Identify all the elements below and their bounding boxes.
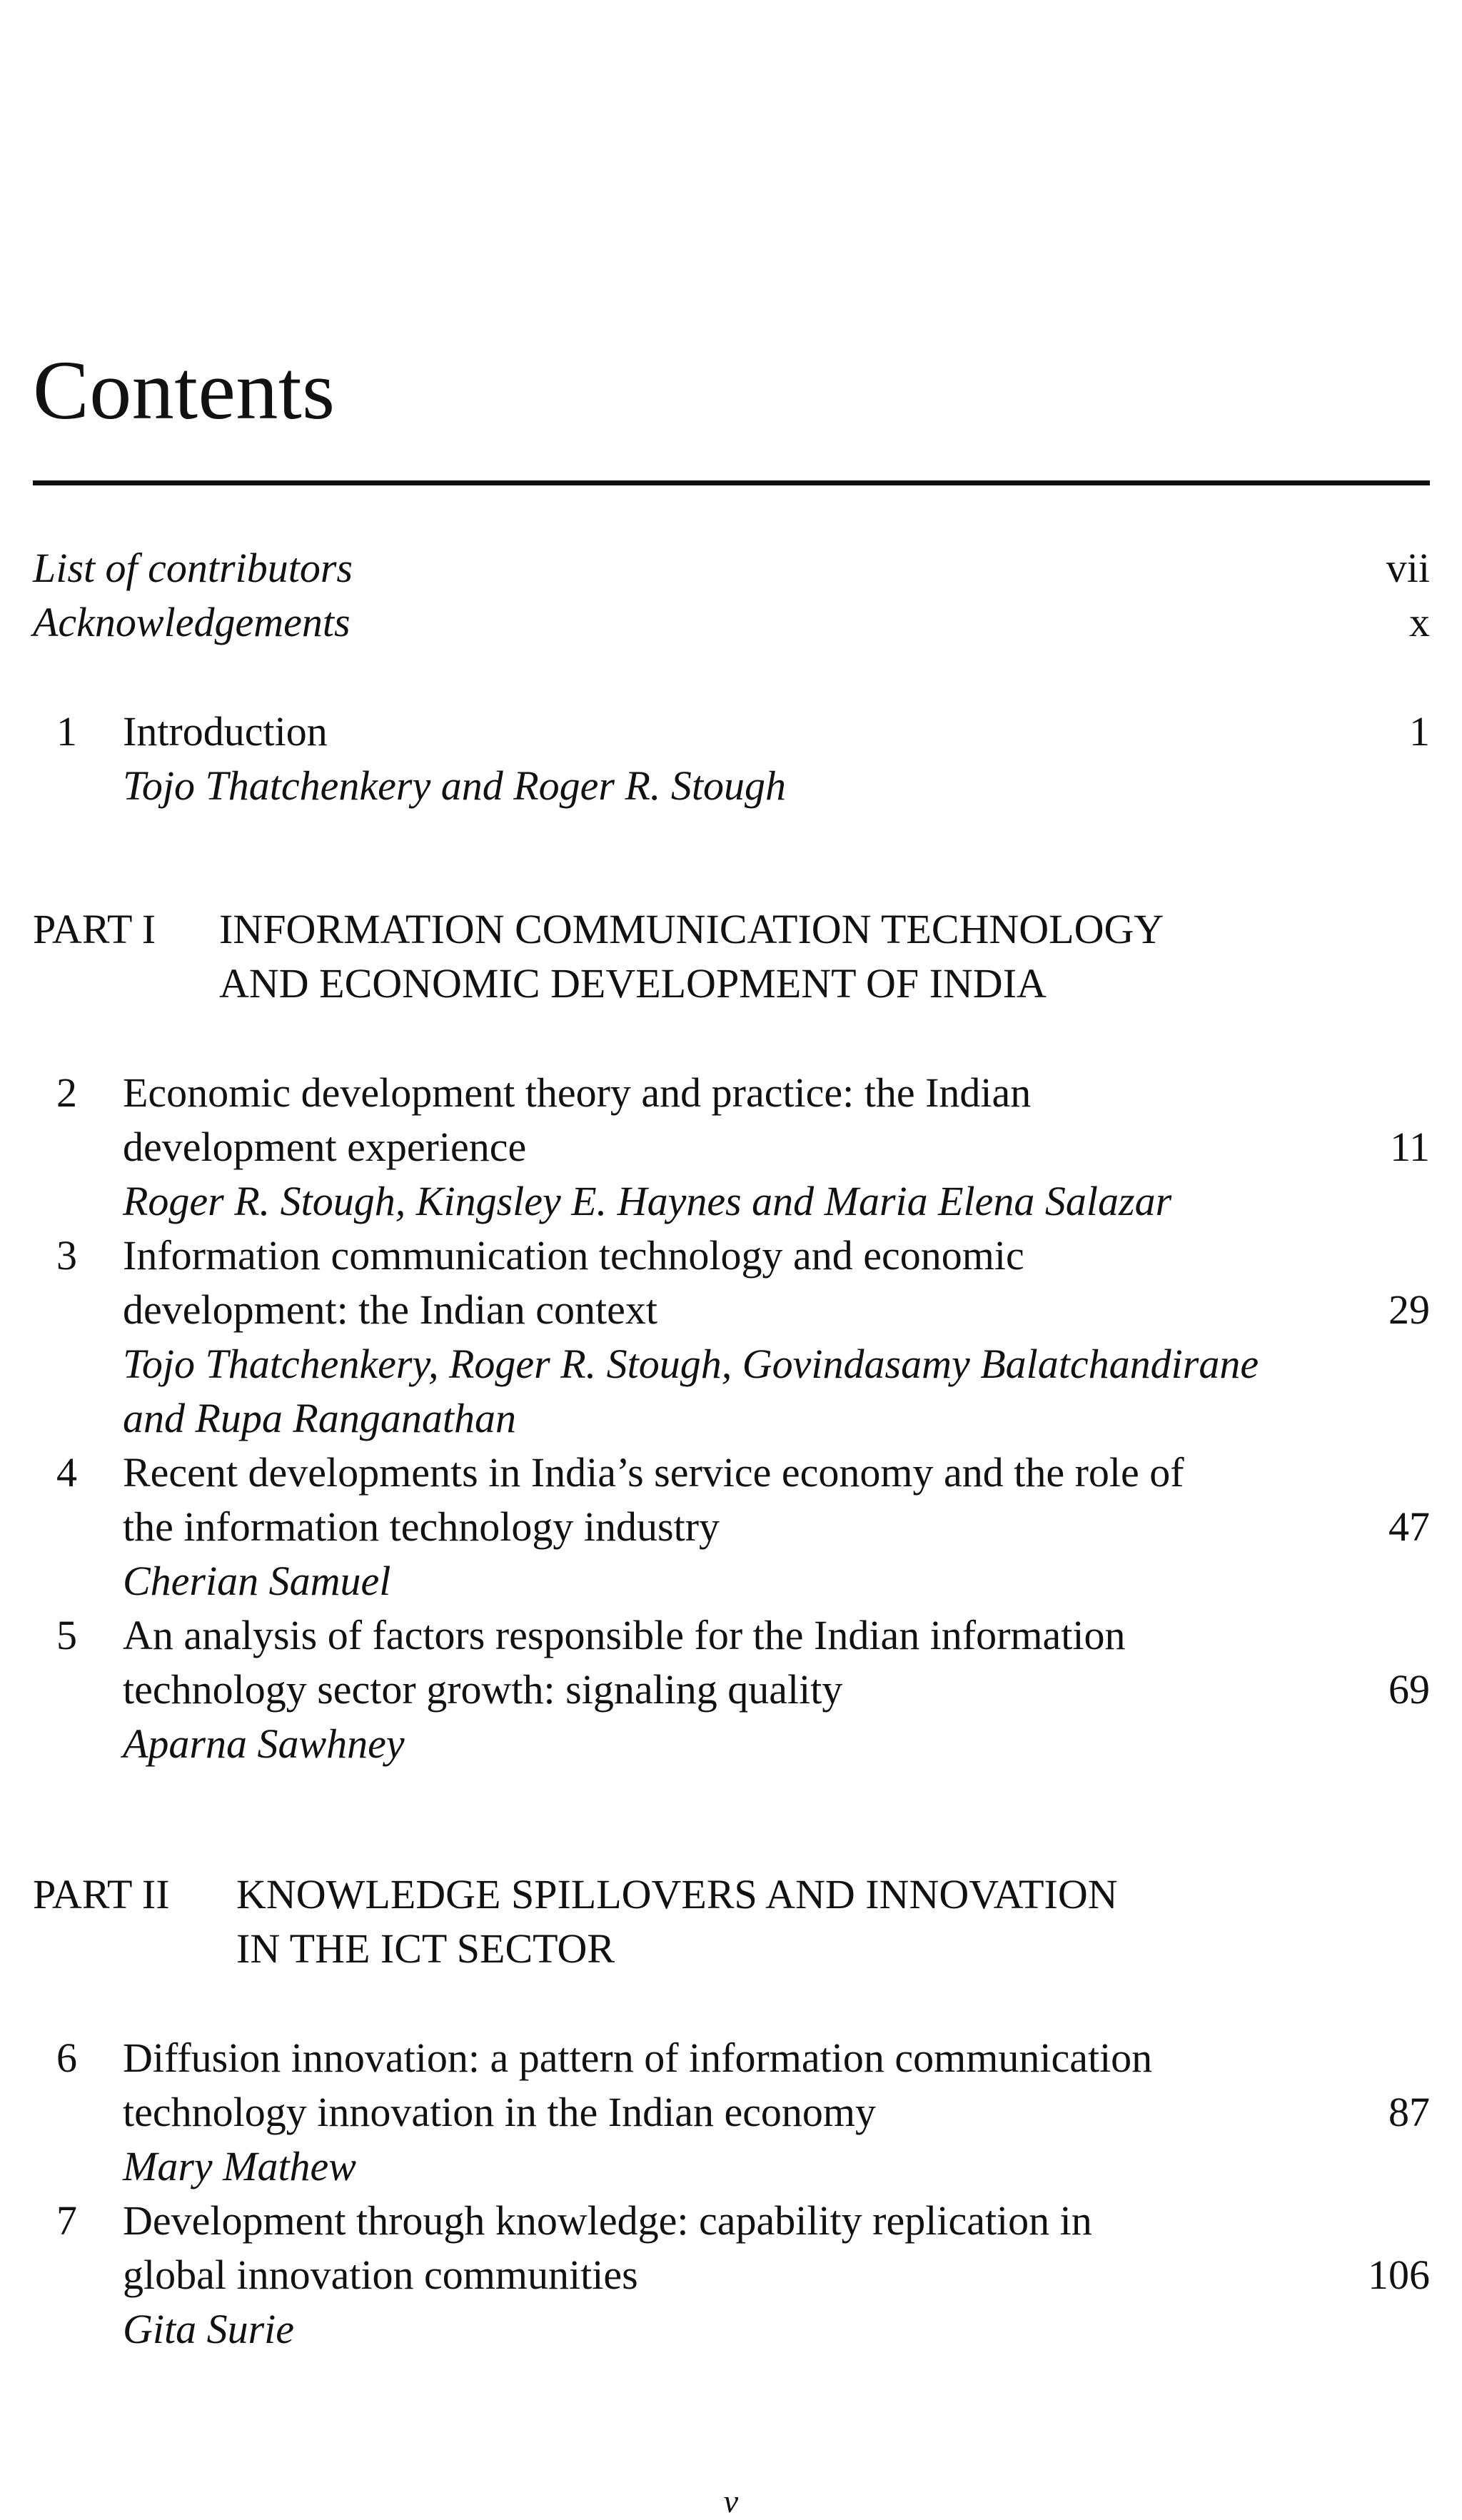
chapter-page: 11 [1390, 1124, 1430, 1170]
chapter-title-line[interactable]: development: the Indian context [123, 1286, 657, 1333]
chapter-number: 7 [56, 2197, 77, 2244]
part-title-line: INFORMATION COMMUNICATION TECHNOLOGY [219, 906, 1164, 952]
toc-entry-contributors[interactable]: List of contributors [33, 545, 353, 591]
chapter-authors: Tojo Thatchenkery and Roger R. Stough [123, 762, 786, 809]
chapter-title-line[interactable]: Economic development theory and practice: the Indian [123, 1069, 1032, 1116]
chapter-page: 1 [1409, 708, 1430, 755]
chapter-number: 6 [56, 2035, 77, 2081]
chapter-authors: Roger R. Stough, Kingsley E. Haynes and Maria Elena Salazar [123, 1178, 1172, 1224]
chapter-page: 47 [1388, 1503, 1430, 1550]
chapter-page: 69 [1388, 1666, 1430, 1713]
chapter-number: 1 [56, 708, 77, 755]
chapter-number: 3 [56, 1232, 77, 1279]
chapter-title-line[interactable]: Diffusion innovation: a pattern of information communication [123, 2035, 1153, 2081]
chapter-authors: and Rupa Ranganathan [123, 1395, 516, 1441]
chapter-title-line[interactable]: Development through knowledge: capability replication in [123, 2197, 1092, 2244]
part-title-line: AND ECONOMIC DEVELOPMENT OF INDIA [219, 960, 1047, 1007]
part-label: PART II [33, 1871, 170, 1917]
toc-page-acknowledgements: x [1409, 599, 1430, 645]
chapter-page: 29 [1388, 1286, 1430, 1333]
chapter-number: 5 [56, 1612, 77, 1658]
chapter-authors: Tojo Thatchenkery, Roger R. Stough, Govindasamy Balatchandirane [123, 1341, 1259, 1387]
part-title-line: KNOWLEDGE SPILLOVERS AND INNOVATION [236, 1871, 1118, 1917]
chapter-title-line[interactable]: development experience [123, 1124, 527, 1170]
chapter-number: 2 [56, 1069, 77, 1116]
toc-page-contributors: vii [1386, 545, 1430, 591]
chapter-title-line[interactable]: technology sector growth: signaling quality [123, 1666, 843, 1713]
page-title: Contents [33, 343, 336, 437]
chapter-page: 87 [1388, 2089, 1430, 2135]
chapter-authors: Aparna Sawhney [123, 1720, 405, 1767]
chapter-authors: Cherian Samuel [123, 1558, 391, 1604]
chapter-authors: Mary Mathew [123, 2143, 356, 2189]
chapter-title-line[interactable]: global innovation communities [123, 2252, 638, 2298]
part-label: PART I [33, 906, 156, 952]
chapter-title-line[interactable]: An analysis of factors responsible for the Indian information [123, 1612, 1126, 1658]
chapter-title-line[interactable]: Recent developments in India’s service economy and the role of [123, 1449, 1184, 1496]
part-title-line: IN THE ICT SECTOR [236, 1925, 615, 1972]
chapter-page: 106 [1368, 2252, 1430, 2298]
chapter-title-line[interactable]: the information technology industry [123, 1503, 720, 1550]
chapter-authors: Gita Surie [123, 2306, 295, 2352]
chapter-title-line[interactable]: Information communication technology and economic [123, 1232, 1024, 1279]
chapter-title[interactable]: Introduction [123, 708, 328, 755]
chapter-title-line[interactable]: technology innovation in the Indian economy [123, 2089, 877, 2135]
toc-entry-acknowledgements[interactable]: Acknowledgements [33, 599, 351, 645]
page-folio: v [723, 2483, 739, 2519]
chapter-number: 4 [56, 1449, 77, 1496]
